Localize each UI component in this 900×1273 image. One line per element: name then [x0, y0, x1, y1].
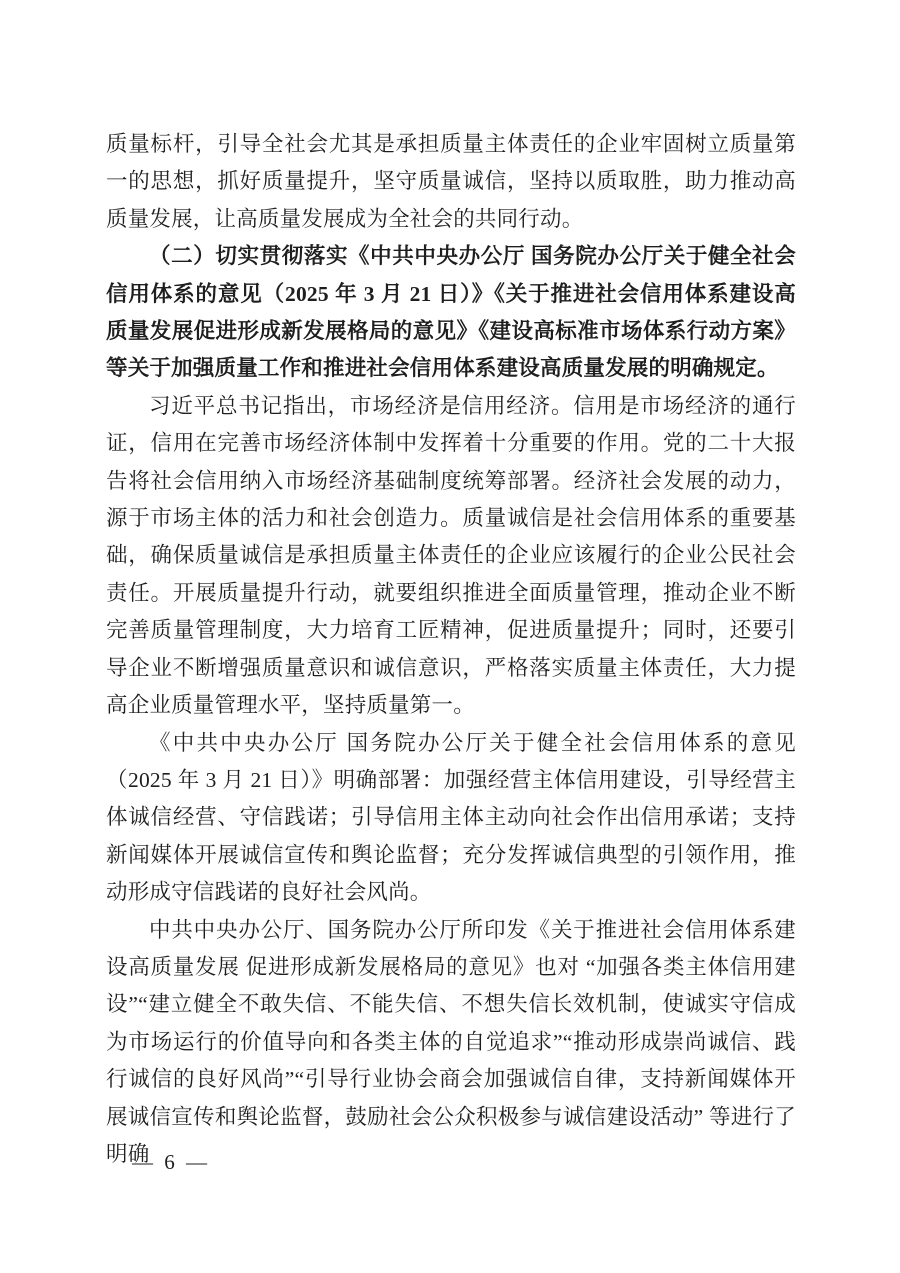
page-number: — 6 —	[132, 1150, 210, 1174]
paragraph-continued: 质量标杆，引导全社会尤其是承担质量主体责任的企业牢固树立质量第一的思想，抓好质量提升，坚守质量诚信，坚持以质取胜，助力推动高质量发展，让高质量发展成为全社会的共同行动。	[106, 132, 796, 231]
page-content	[106, 126, 796, 1173]
paragraph-opinion-details: 中共中央办公厅、国务院办公厅所印发《关于推进社会信用体系建设高质量发展 促进形成新发展格局的意见》也对 “加强各类主体信用建设”“建立健全不敢失信、不能失信、不想失信长效机制，使诚实守信成为市场运行的价值导向和各类主体的自觉追求”“推动形成崇尚诚信、践行诚信的良好风尚”“引导行业协会商会加强诚信自律，支持新闻媒体开展诚信宣传和舆论监督，鼓励社会公众积极参与诚信建设活动” 等进行了明确	[106, 917, 796, 1166]
paragraph-quote-leader: 习近平总书记指出，市场经济是信用经济。信用是市场经济的通行证，信用在完善市场经济体制中发挥着十分重要的作用。党的二十大报告将社会信用纳入市场经济基础制度统筹部署。经济社会发展的动力，源于市场主体的活力和社会创造力。质量诚信是社会信用体系的重要基础，确保质量诚信是承担质量主体责任的企业应该履行的企业公民社会责任。开展质量提升行动，就要组织推进全面质量管理，推动企业不断完善质量管理制度，大力培育工匠精神，促进质量提升；同时，还要引导企业不断增强质量意识和诚信意识，严格落实质量主体责任，大力提高企业质量管理水平，坚持质量第一。	[106, 393, 796, 718]
paragraph-opinion-deployment: 《中共中央办公厅 国务院办公厅关于健全社会信用体系的意见（2025 年 3 月 21 日）》明确部署：加强经营主体信用建设，引导经营主体诚信经营、守信践诺；引导信用主体主动向社会作出信用承诺；支持新闻媒体开展诚信宣传和舆论监督；充分发挥诚信典型的引领作用，推动形成守信践诺的良好社会风尚。	[106, 730, 796, 905]
section-heading: （二）切实贯彻落实《中共中央办公厅 国务院办公厅关于健全社会信用体系的意见（2025 年 3 月 21 日）》《关于推进社会信用体系建设高质量发展促进形成新发展格局的意见》《建设高标准市场体系行动方案》等关于加强质量工作和推进社会信用体系建设高质量发展的明确规定。	[106, 244, 796, 381]
